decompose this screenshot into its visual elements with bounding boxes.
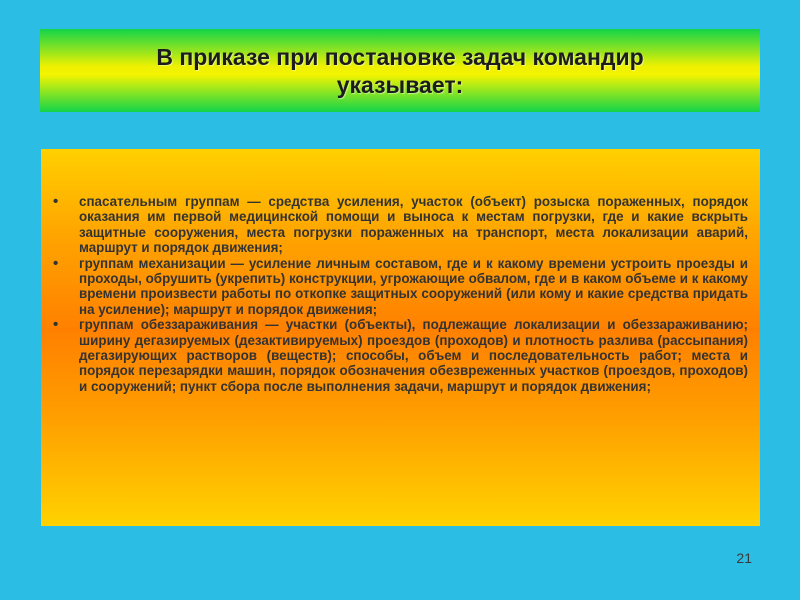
list-item [53,194,748,256]
content-box [41,149,760,526]
list-item [53,256,748,318]
page-number: 21 [736,550,752,566]
bullet-text: группам обеззараживания — участки (объекты), подлежащие локализации и обеззараживанию; ширину дегазируемых (дезактивируемых) проездов (проходов) и плотность разлива (рассыпания) дегазирующих растворов (веществ); способы, объем и последовательность работ; места и порядок перезарядки машин, порядок обозначения обезвреженных участков (проездов, проходов) и сооружений; пункт сбора после выполнения задачи, маршрут и порядок движения; [79,317,748,394]
bullet-icon: • [53,254,59,272]
bullet-icon: • [53,193,59,210]
list-item [53,317,748,394]
bullet-text: спасательным группам — средства усиления, участок (объект) розыска пораженных, порядок оказания им первой медицинской помощи и выноса к местам погрузки, где и какие вскрыть защитные сооружения, места погрузки пораженных на транспорт, места локализации аварий, маршрут и порядок движения; [79,194,748,256]
bullet-text: группам механизации — усиление личным составом, где и к какому времени устроить проезды и проходы, обрушить (укрепить) конструкции, угрожающие обвалом, где и в каком объеме и к какому времени произвести работы по откопке защитных сооружений (или кому и какие средства придать на усиление); маршрут и порядок движения; [79,255,748,317]
bullet-icon: • [53,316,59,334]
slide-title: В приказе при постановке задач командир указывает: [156,43,644,98]
title-box [40,29,760,112]
bullet-list [53,194,748,394]
